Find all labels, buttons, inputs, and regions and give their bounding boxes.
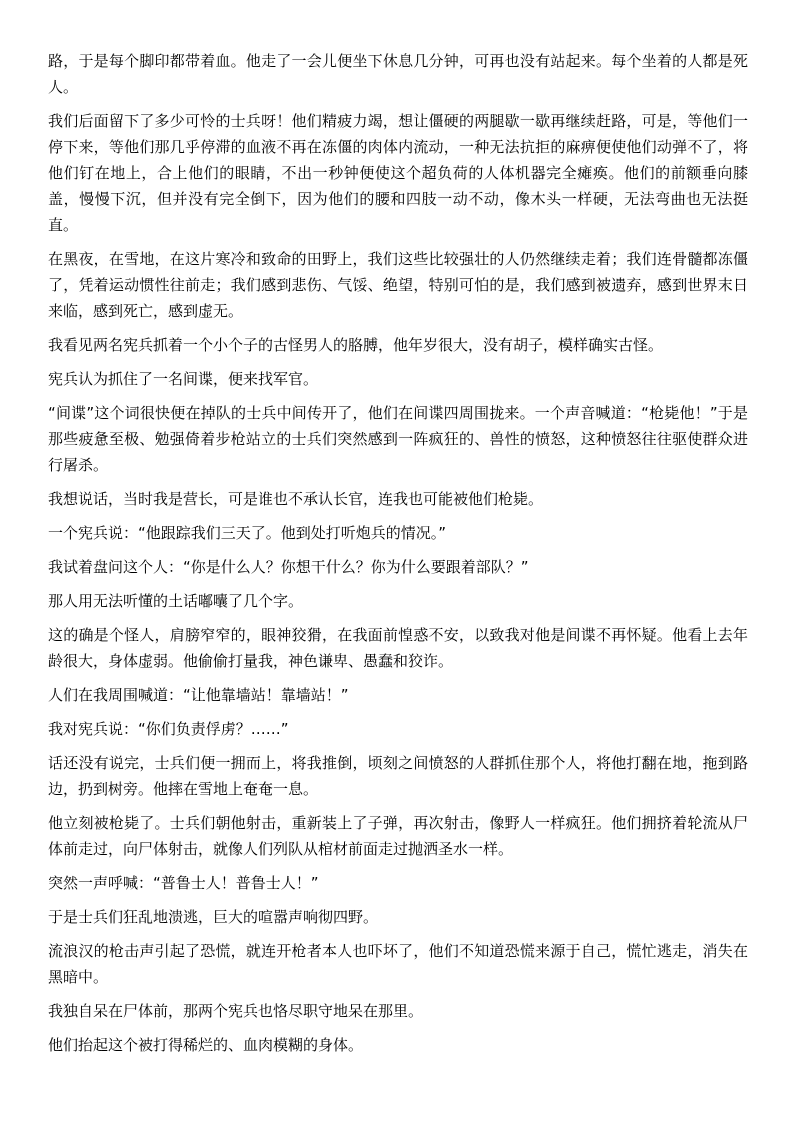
paragraph-20: 他们抬起这个被打得稀烂的、血肉模糊的身体。 <box>48 1036 364 1054</box>
paragraph-19: 我独自呆在尸体前，那两个宪兵也恪尽职守地呆在那里。 <box>48 1002 424 1020</box>
paragraph-16: 突然一声呼喊：“普鲁士人！普鲁士人！” <box>48 874 319 892</box>
paragraph-6: “间谍”这个词很快便在掉队的士兵中间传开了，他们在间谍四周围拢来。一个声音喊道：“枪毙他！”于是那些疲惫至极、勉强倚着步枪站立的士兵们突然感到一阵疯狂的、兽性的愤怒，这种愤怒往往驱使群众进行屠杀。 <box>48 404 748 474</box>
paragraph-10: 那人用无法听懂的土话嘟囔了几个字。 <box>48 592 304 610</box>
paragraph-4: 我看见两名宪兵抓着一个小个子的古怪男人的胳膊，他年岁很大，没有胡子，模样确实古怪。 <box>48 336 664 354</box>
paragraph-14: 话还没有说完，士兵们便一拥而上，将我推倒，顷刻之间愤怒的人群抓住那个人，将他打翻在地，拖到路边，扔到树旁。他摔在雪地上奄奄一息。 <box>48 754 748 798</box>
paragraph-18: 流浪汉的枪击声引起了恐慌，就连开枪者本人也吓坏了，他们不知道恐慌来源于自己，慌忙逃走，消失在黑暗中。 <box>48 942 748 986</box>
paragraph-11: 这的确是个怪人，肩膀窄窄的，眼神狡猾，在我面前惶惑不安，以致我对他是间谍不再怀疑。他看上去年龄很大，身体虚弱。他偷偷打量我，神色谦卑、愚蠢和狡诈。 <box>48 626 748 670</box>
paragraph-2: 我们后面留下了多少可怜的士兵呀！他们精疲力竭，想让僵硬的两腿歇一歇再继续赶路，可是，等他们一停下来，等他们那几乎停滞的血液不再在冻僵的肉体内流动，一种无法抗拒的麻痹便使他们动弹不了，将他们钉在地上，合上他们的眼睛，不出一秒钟便使这个超负荷的人体机器完全瘫痪。他们的前额垂向膝盖，慢慢下沉，但并没有完全倒下，因为他们的腰和四肢一动不动，像木头一样硬，无法弯曲也无法挺直。 <box>48 112 748 234</box>
paragraph-13: 我对宪兵说：“你们负责俘虏？……” <box>48 720 289 738</box>
paragraph-8: 一个宪兵说：“他跟踪我们三天了。他到处打听炮兵的情况。” <box>48 524 447 542</box>
paragraph-3: 在黑夜，在雪地，在这片寒冷和致命的田野上，我们这些比较强壮的人仍然继续走着；我们连骨髓都冻僵了，凭着运动惯性往前走；我们感到悲伤、气馁、绝望，特别可怕的是，我们感到被遗弃，感到世界末日来临，感到死亡，感到虚无。 <box>48 250 748 320</box>
paragraph-17: 于是士兵们狂乱地溃逃，巨大的喧嚣声响彻四野。 <box>48 908 379 926</box>
paragraph-15: 他立刻被枪毙了。士兵们朝他射击，重新装上了子弹，再次射击，像野人一样疯狂。他们拥挤着轮流从尸体前走过，向尸体射击，就像人们列队从棺材前面走过抛洒圣水一样。 <box>48 814 748 858</box>
paragraph-1: 路，于是每个脚印都带着血。他走了一会儿便坐下休息几分钟，可再也没有站起来。每个坐着的人都是死人。 <box>48 52 748 96</box>
paragraph-5: 宪兵认为抓住了一名间谍，便来找军官。 <box>48 370 319 388</box>
document-page <box>48 48 748 1066</box>
paragraph-7: 我想说话，当时我是营长，可是谁也不承认长官，连我也可能被他们枪毙。 <box>48 490 544 508</box>
paragraph-12: 人们在我周围喊道：“让他靠墙站！靠墙站！” <box>48 686 349 704</box>
paragraph-9: 我试着盘问这个人：“你是什么人？你想干什么？你为什么要跟着部队？” <box>48 558 529 576</box>
